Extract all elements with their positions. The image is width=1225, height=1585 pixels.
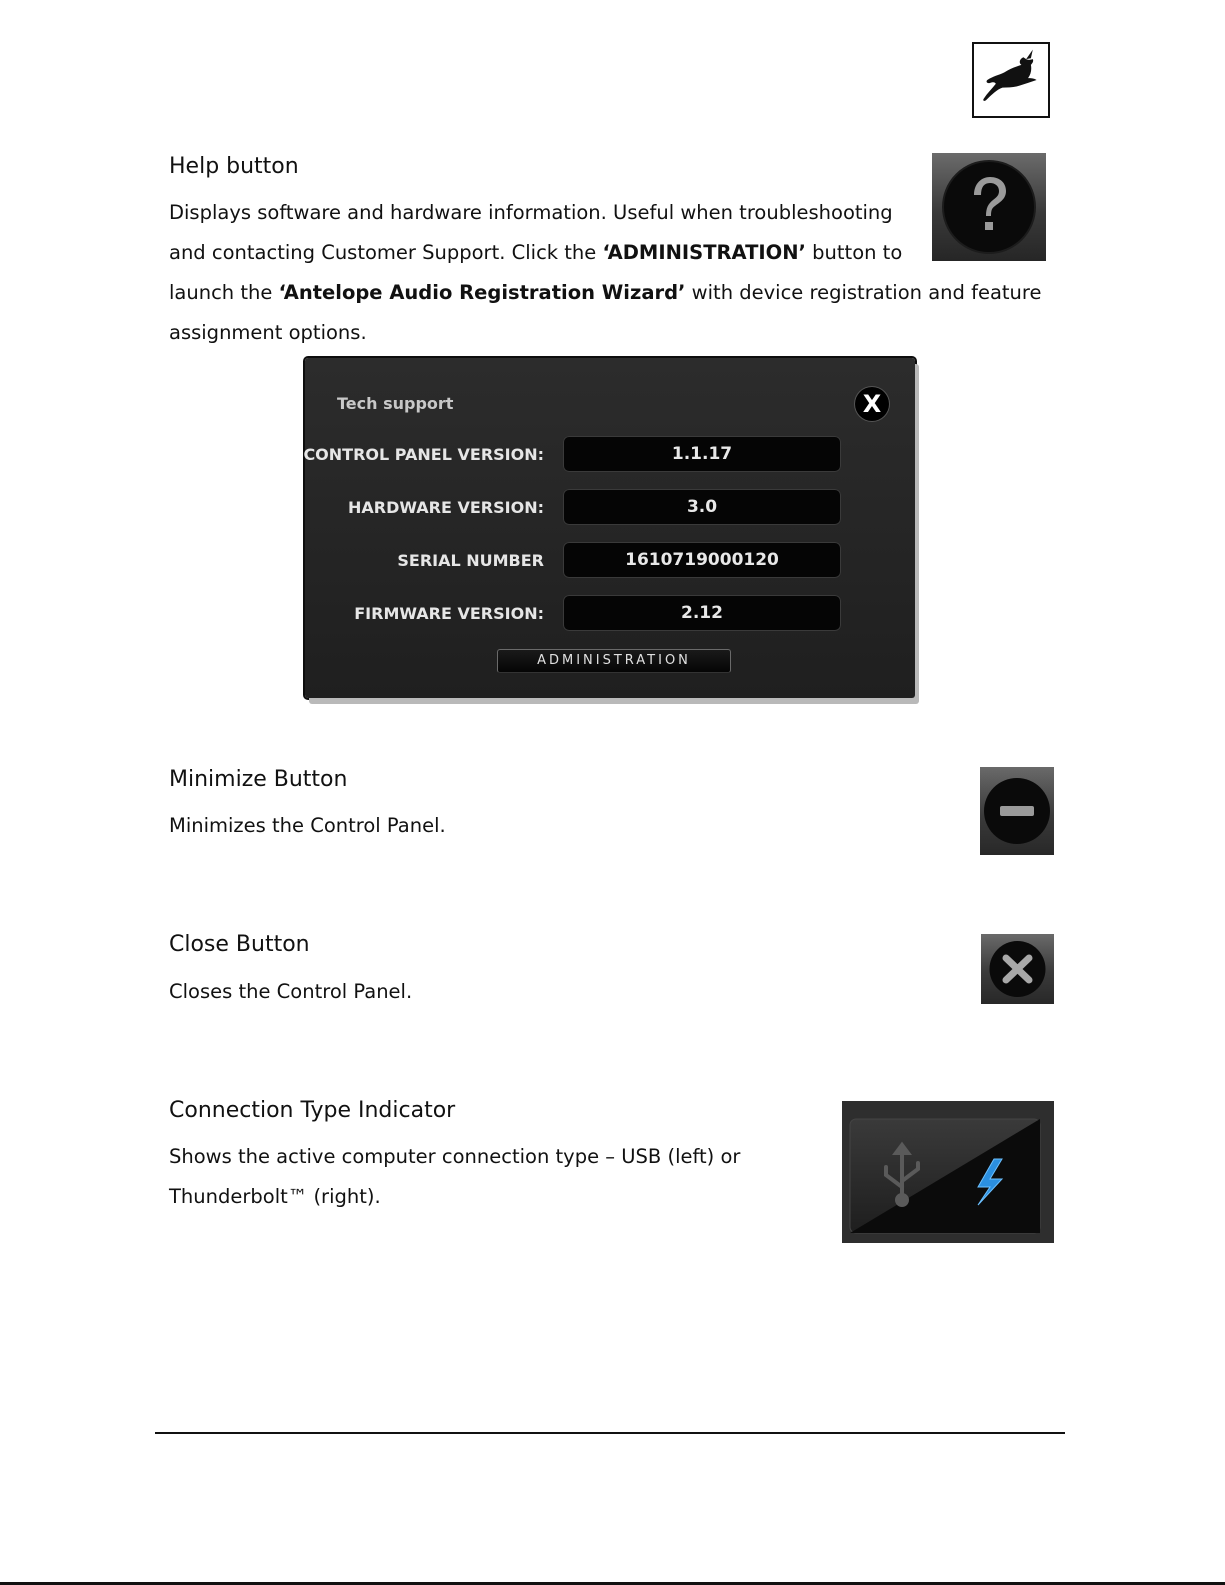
control-panel-version-label: CONTROL PANEL VERSION:: [303, 445, 544, 464]
firmware-version-label: FIRMWARE VERSION:: [354, 604, 544, 623]
connection-description-line-1: Shows the active computer connection type – USB (left) or: [169, 1145, 741, 1168]
close-icon: [981, 934, 1054, 1004]
close-button-heading: Close Button: [169, 932, 310, 957]
help-description-line-3: launch the ‘Antelope Audio Registration Wizard’ with device registration and feature: [169, 281, 1042, 304]
antelope-logo-icon: [972, 42, 1050, 118]
serial-number-label: SERIAL NUMBER: [397, 551, 544, 570]
minimize-button[interactable]: [980, 767, 1054, 855]
registration-wizard-emphasis: ‘Antelope Audio Registration Wizard’: [278, 281, 686, 304]
close-description: Closes the Control Panel.: [169, 980, 413, 1003]
minimize-button-heading: Minimize Button: [169, 767, 348, 792]
tech-support-dialog: [305, 358, 915, 698]
administration-button[interactable]: ADMINISTRATION: [497, 649, 731, 673]
hardware-version-value: 3.0: [563, 489, 841, 525]
connection-description-line-2: Thunderbolt™ (right).: [169, 1185, 381, 1208]
connection-type-indicator: [842, 1101, 1054, 1243]
hardware-version-label: HARDWARE VERSION:: [347, 498, 544, 517]
dialog-title: Tech support: [337, 394, 454, 413]
help-description-line-1: Displays software and hardware information. Useful when troubleshooting: [169, 201, 893, 224]
administration-emphasis: ‘ADMINISTRATION’: [602, 241, 806, 264]
minus-icon: [980, 767, 1054, 855]
footer-divider: [155, 1432, 1065, 1434]
firmware-version-value: 2.12: [563, 595, 841, 631]
help-button[interactable]: [932, 153, 1046, 261]
help-description-line-4: assignment options.: [169, 321, 367, 344]
help-button-heading: Help button: [169, 154, 299, 179]
dialog-close-button[interactable]: X: [855, 387, 889, 421]
question-mark-icon: [932, 153, 1046, 261]
close-button[interactable]: [981, 934, 1054, 1004]
connection-indicator-heading: Connection Type Indicator: [169, 1098, 456, 1123]
minimize-description: Minimizes the Control Panel.: [169, 814, 446, 837]
serial-number-value: 1610719000120: [563, 542, 841, 578]
help-description-line-2: and contacting Customer Support. Click the ‘ADMINISTRATION’ button to: [169, 241, 903, 264]
control-panel-version-value: 1.1.17: [563, 436, 841, 472]
